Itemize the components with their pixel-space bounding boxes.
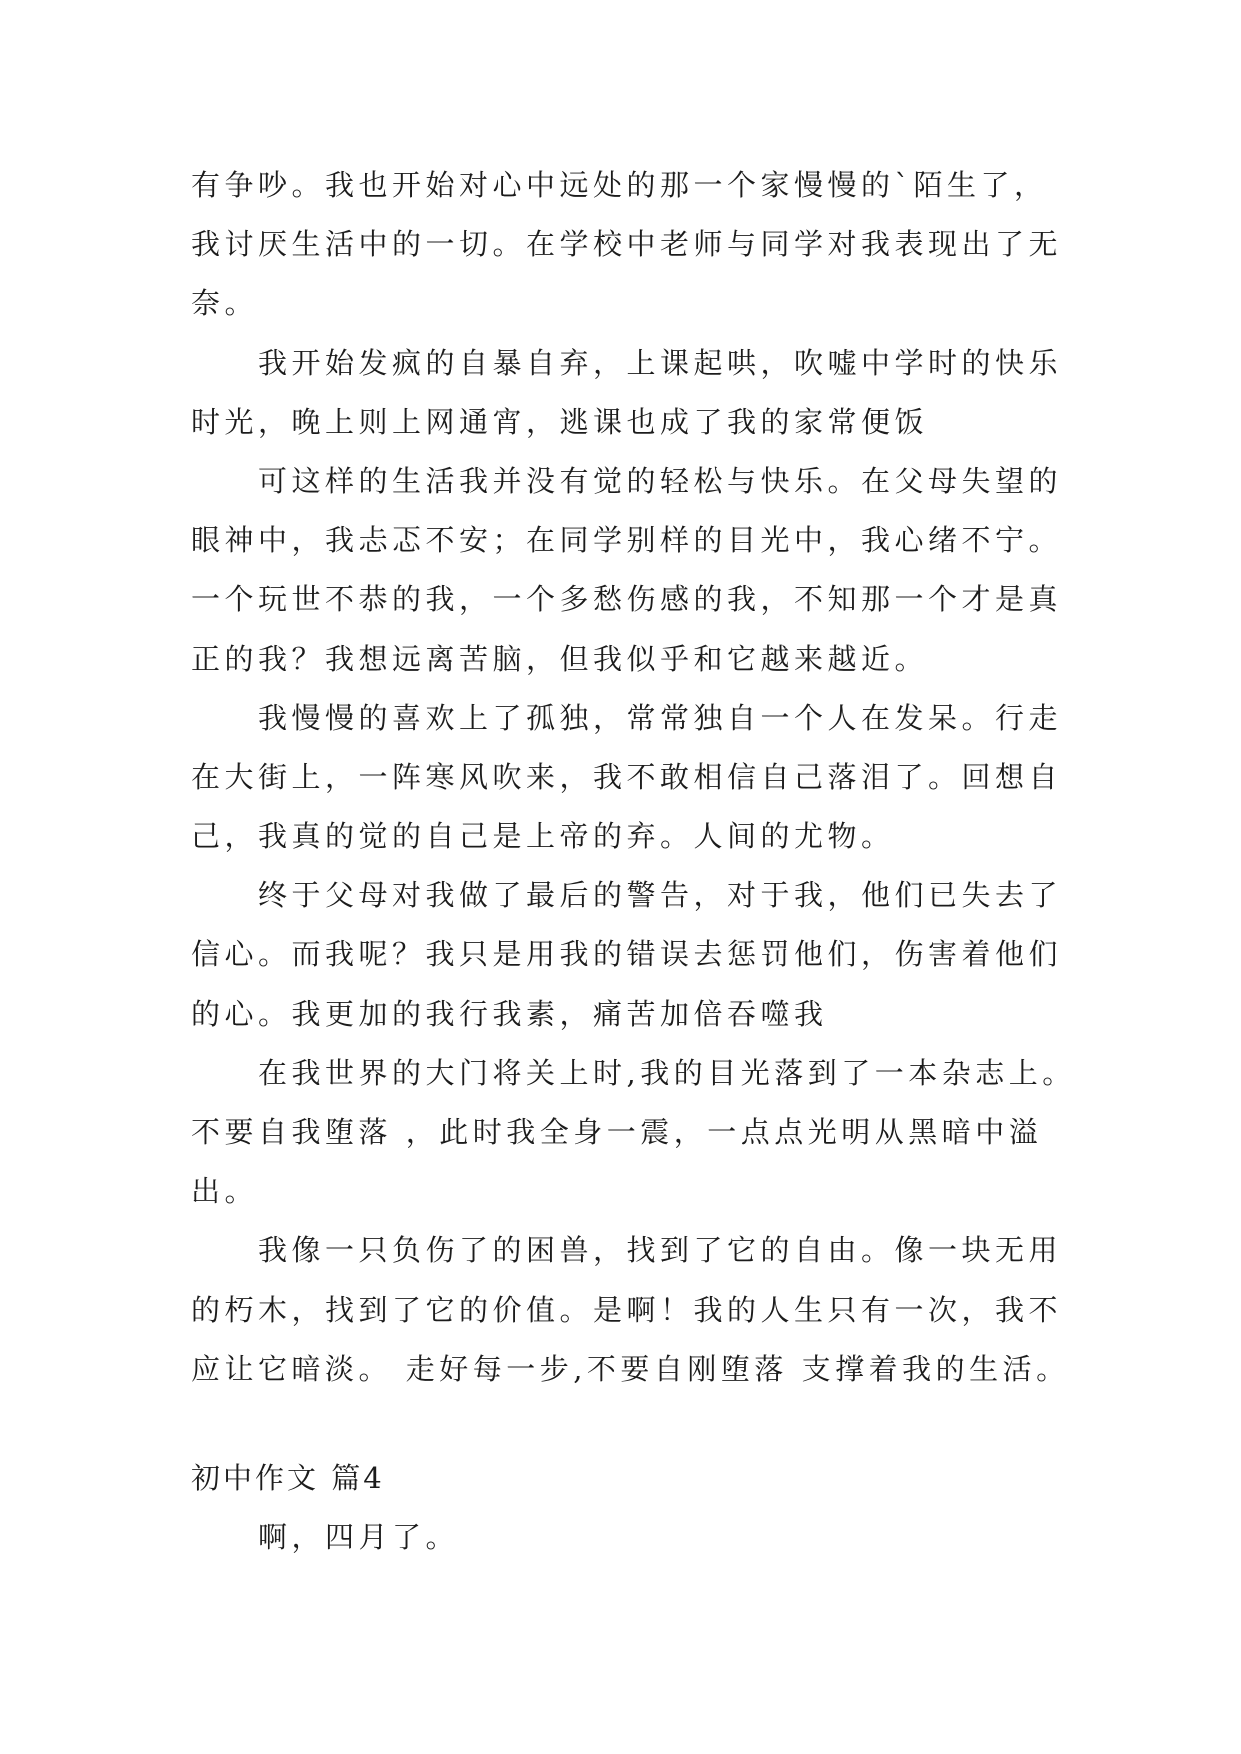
text-line: 一个玩世不恭的我，一个多愁伤感的我，不知那一个才是真 [191, 582, 1063, 617]
text-line: 时光，晚上则上网通宵，逃课也成了我的家常便饭 [191, 404, 929, 439]
text-line: 正的我？我想远离苦脑，但我似乎和它越来越近。 [191, 641, 929, 676]
paragraph [191, 1044, 1091, 1222]
paragraph [191, 452, 1091, 689]
text-line: 己，我真的觉的自己是上帝的弃。人间的尤物。 [191, 819, 895, 854]
section-heading: 初中作文 篇4 [191, 1460, 385, 1495]
text-line: 眼神中，我忐忑不安；在同学别样的目光中，我心绪不宁。 [191, 523, 1063, 558]
paragraph [191, 1508, 1091, 1567]
paragraph [191, 1221, 1091, 1399]
text-line: 可这样的生活我并没有觉的轻松与快乐。在父母失望的 [258, 463, 1063, 498]
text-line: 啊，四月了。 [258, 1520, 460, 1555]
text-line: 在我世界的大门将关上时,我的目光落到了一本杂志上。 [258, 1055, 1076, 1090]
text-line: 奈。 [191, 286, 259, 321]
text-line: 的心。我更加的我行我素，痛苦加倍吞噬我 [191, 996, 828, 1031]
paragraph [191, 156, 1091, 334]
text-line: 我慢慢的喜欢上了孤独，常常独自一个人在发呆。行走 [258, 700, 1063, 735]
text-line: 在大街上，一阵寒风吹来，我不敢相信自己落泪了。回想自 [191, 759, 1063, 794]
text-line: 不要自我堕落 ，此时我全身一震，一点点光明从黑暗中溢 [191, 1115, 1043, 1149]
text-line: 我开始发疯的自暴自弃，上课起哄，吹嘘中学时的快乐 [258, 345, 1063, 380]
paragraph [191, 866, 1091, 1044]
text-line: 终于父母对我做了最后的警告，对于我，他们已失去了 [258, 878, 1063, 913]
paragraph [191, 334, 1091, 452]
text-line: 有争吵。我也开始对心中远处的那一个家慢慢的`陌生了， [191, 168, 1048, 202]
paragraph [191, 689, 1091, 867]
text-line: 的朽木，找到了它的价值。是啊！我的人生只有一次，我不 [191, 1292, 1063, 1327]
text-line: 我像一只负伤了的困兽，找到了它的自由。像一块无用 [258, 1233, 1063, 1268]
document-body [191, 156, 1091, 1567]
text-line: 信心。而我呢？我只是用我的错误去惩罚他们，伤害着他们 [191, 937, 1063, 972]
text-line: 出。 [191, 1174, 259, 1209]
text-line: 应让它暗淡。 走好每一步,不要自刚堕落 支撑着我的生活。 [191, 1351, 1070, 1386]
text-line: 我讨厌生活中的一切。在学校中老师与同学对我表现出了无 [191, 227, 1063, 262]
